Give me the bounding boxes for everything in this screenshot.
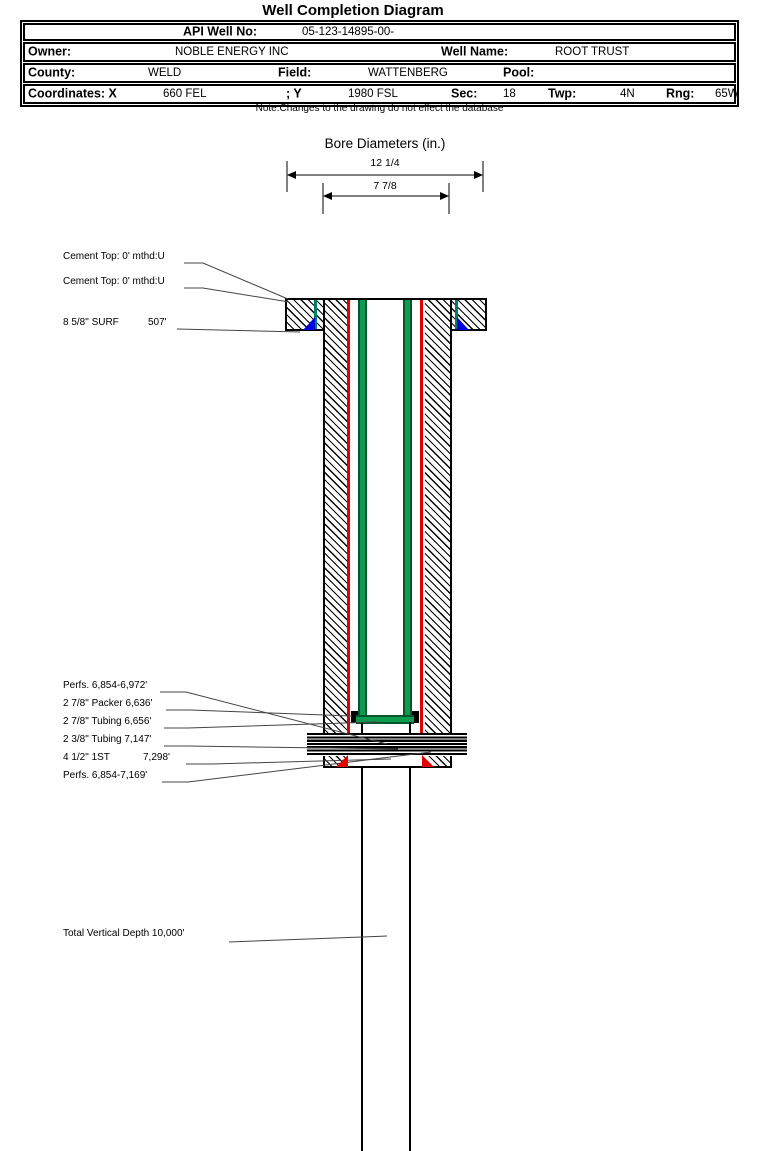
twp-value: 4N — [620, 87, 635, 100]
header-table — [20, 20, 739, 107]
leader-surface-casing — [177, 329, 300, 332]
field-value: WATTENBERG — [368, 66, 448, 79]
sec-label: Sec: — [451, 86, 478, 101]
rng-label: Rng: — [666, 86, 695, 101]
production-casing-left — [347, 300, 350, 755]
cement-annulus-left — [325, 300, 347, 766]
bore-diameters-title: Bore Diameters (in.) — [324, 136, 446, 151]
header-row-coordinates — [23, 84, 739, 104]
arrowhead-left-icon — [287, 171, 296, 179]
deep-bore-line-left-stub — [361, 722, 363, 733]
annotation-cement-top-1: Cement Top: 0' mthd:U — [63, 251, 165, 262]
bore-diameter-inner-value: 7 7/8 — [373, 180, 397, 192]
deep-bore-line-right — [409, 766, 411, 1151]
annotation-surface-casing-depth: 507' — [148, 317, 167, 328]
annotation-total-depth: Total Vertical Depth 10,000' — [63, 928, 185, 939]
header-row-owner — [23, 42, 736, 62]
wellbore — [323, 298, 452, 768]
well-name-label: Well Name: — [441, 44, 509, 59]
annotation-tubing-2-7-8: 2 7/8" Tubing 6,656' — [63, 716, 152, 727]
deep-bore-line-right-stub — [409, 722, 411, 733]
tubing-bottom — [356, 715, 414, 724]
leader-cement-top-2 — [184, 288, 289, 302]
county-label: County: — [28, 65, 76, 80]
annotation-cement-top-2: Cement Top: 0' mthd:U — [63, 276, 165, 287]
annotation-casing-4-1-2-depth: 7,298' — [143, 752, 170, 763]
well-name-value: ROOT TRUST — [555, 45, 630, 58]
surface-casing-left-wing — [285, 298, 325, 331]
tubing-string-right — [403, 300, 412, 723]
surface-casing-line-left — [314, 300, 317, 329]
surface-casing-right-wing — [451, 298, 487, 331]
arrowhead-right-icon — [474, 171, 483, 179]
annotation-casing-4-1-2: 4 1/2" 1ST — [63, 752, 110, 763]
coordinates-label: Coordinates: X — [28, 86, 117, 101]
county-value: WELD — [148, 66, 182, 79]
annotation-surface-casing: 8 5/8" SURF — [63, 317, 119, 328]
coordinate-y-label: ; Y — [286, 86, 302, 101]
coordinate-x-value: 660 FEL — [163, 87, 207, 100]
production-casing-right — [420, 300, 423, 755]
bore-diameter-outer-value: 12 1/4 — [370, 157, 400, 169]
annotation-perfs-lower: Perfs. 6,854-7,169' — [63, 770, 148, 781]
surface-casing-line-right — [455, 300, 458, 329]
database-note: Note:Changes to the drawing do not effect the database — [255, 103, 504, 114]
arrowhead-left-icon — [323, 192, 332, 200]
annotation-perfs-upper: Perfs. 6,854-6,972' — [63, 680, 148, 691]
arrowhead-right-icon — [440, 192, 449, 200]
annotation-tubing-2-3-8: 2 3/8" Tubing 7,147' — [63, 734, 152, 745]
tubing-string-left — [358, 300, 367, 723]
cement-annulus-right — [425, 300, 450, 766]
owner-label: Owner: — [28, 44, 72, 59]
field-label: Field: — [278, 65, 312, 80]
rng-value: 65W — [715, 87, 739, 100]
leader-cement-top-1 — [184, 263, 288, 299]
api-well-no-label: API Well No: — [183, 24, 258, 39]
twp-label: Twp: — [548, 86, 577, 101]
deep-bore-line-left — [361, 766, 363, 1151]
annotation-packer: 2 7/8" Packer 6,636' — [63, 698, 153, 709]
header-row-api — [23, 23, 736, 41]
header-row-county — [23, 63, 736, 83]
api-well-no-value: 05-123-14895-00- — [302, 25, 395, 38]
pool-label: Pool: — [503, 65, 535, 80]
owner-value: NOBLE ENERGY INC — [175, 45, 289, 58]
sec-value: 18 — [503, 87, 516, 100]
page-title: Well Completion Diagram — [262, 2, 444, 19]
perforation-band — [307, 733, 467, 756]
coordinate-y-value: 1980 FSL — [348, 87, 398, 100]
leader-total-depth — [229, 936, 387, 942]
